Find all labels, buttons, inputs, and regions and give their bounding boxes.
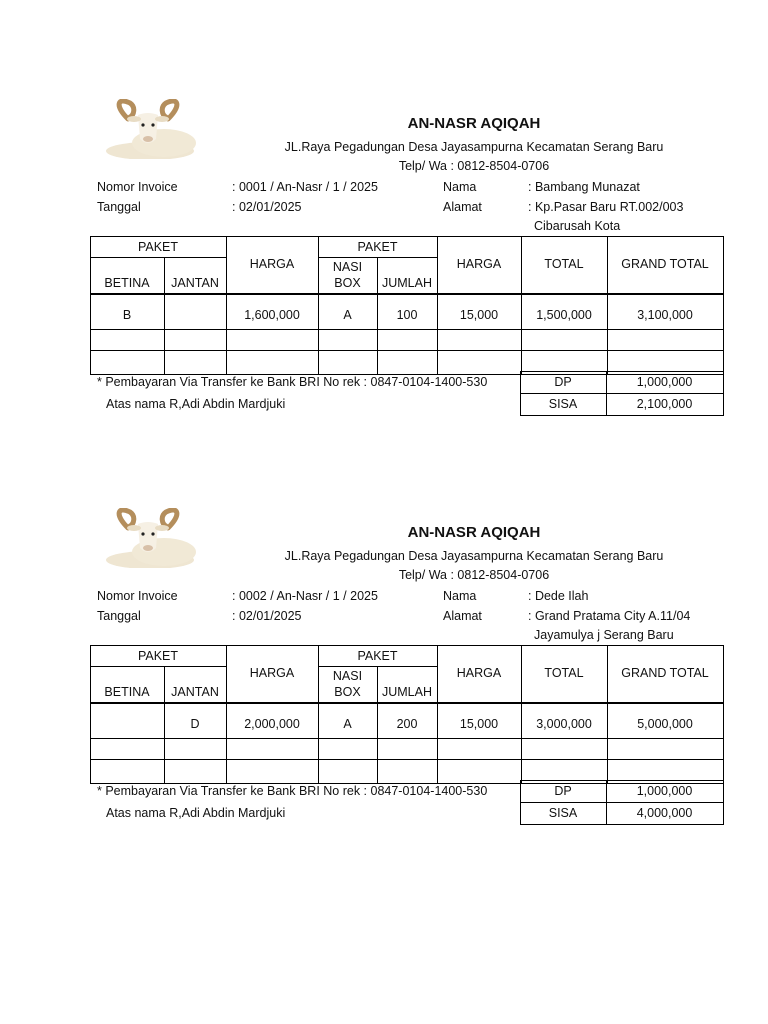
date-label: Tanggal	[97, 609, 141, 623]
row-total: 1,500,000	[536, 308, 592, 322]
row-betina: B	[122, 308, 132, 322]
dp-label: DP	[554, 375, 572, 389]
header-jantan: JANTAN	[171, 685, 219, 699]
row-total: 3,000,000	[536, 717, 592, 731]
header-harga-nasi: HARGA	[456, 666, 502, 680]
invoice-no-label: Nomor Invoice	[97, 180, 178, 194]
payment-note: * Pembayaran Via Transfer ke Bank BRI No rek : 0847-0104-1400-530	[97, 784, 488, 798]
sisa-value: 2,100,000	[636, 397, 693, 411]
sisa-label: SISA	[548, 806, 578, 820]
header-box: BOX	[334, 276, 361, 290]
name-label: Nama	[443, 180, 477, 194]
company-address: JL.Raya Pegadungan Desa Jayasampurna Kecamatan Serang Baru	[284, 549, 664, 563]
header-harga: HARGA	[249, 257, 295, 271]
header-total: TOTAL	[544, 666, 584, 680]
header-jantan: JANTAN	[171, 276, 219, 290]
row-jumlah: 200	[396, 717, 418, 731]
header-paket: PAKET	[137, 649, 179, 663]
header-nasi: NASI	[332, 669, 363, 683]
header-paket-nasi: PAKET	[357, 649, 398, 663]
invoice-2	[0, 504, 768, 834]
header-box: BOX	[334, 685, 361, 699]
customer-address-line-1: : Grand Pratama City A.11/04	[528, 609, 691, 623]
row-grand-total: 5,000,000	[637, 717, 693, 731]
invoice-1	[0, 95, 768, 425]
customer-address-line-1: : Kp.Pasar Baru RT.002/003	[528, 200, 684, 214]
header-total: TOTAL	[544, 257, 584, 271]
name-label: Nama	[443, 589, 477, 603]
header-harga-nasi: HARGA	[456, 257, 502, 271]
header-betina: BETINA	[104, 276, 150, 290]
invoice-no-value: : 0001 / An-Nasr / 1 / 2025	[232, 180, 378, 194]
dp-value: 1,000,000	[636, 784, 693, 798]
header-jumlah: JUMLAH	[381, 276, 432, 290]
account-name: Atas nama R,Adi Abdin Mardjuki	[106, 806, 286, 820]
payment-note: * Pembayaran Via Transfer ke Bank BRI No rek : 0847-0104-1400-530	[97, 375, 488, 389]
company-phone: Telp/ Wa : 0812-8504-0706	[398, 159, 550, 173]
row-harga: 1,600,000	[244, 308, 300, 322]
customer-name: : Bambang Munazat	[528, 180, 640, 194]
customer-address-line-2: Jayamulya j Serang Baru	[534, 628, 674, 642]
invoice-no-value: : 0002 / An-Nasr / 1 / 2025	[232, 589, 378, 603]
header-nasi: NASI	[332, 260, 363, 274]
row-harga-nasi: 15,000	[459, 717, 499, 731]
header-grand-total: GRAND TOTAL	[621, 666, 709, 680]
header-harga: HARGA	[249, 666, 295, 680]
account-name: Atas nama R,Adi Abdin Mardjuki	[106, 397, 286, 411]
header-betina: BETINA	[104, 685, 150, 699]
row-harga: 2,000,000	[244, 717, 300, 731]
customer-name: : Dede Ilah	[528, 589, 589, 603]
invoice-table	[90, 645, 724, 784]
address-label: Alamat	[443, 609, 482, 623]
row-jantan: D	[190, 717, 200, 731]
address-label: Alamat	[443, 200, 482, 214]
row-jumlah: 100	[396, 308, 418, 322]
header-grand-total: GRAND TOTAL	[621, 257, 709, 271]
invoice-table	[90, 236, 724, 375]
payment-summary	[520, 780, 724, 824]
header-jumlah: JUMLAH	[381, 685, 432, 699]
dp-value: 1,000,000	[636, 375, 693, 389]
payment-summary	[520, 371, 724, 415]
sisa-value: 4,000,000	[636, 806, 693, 820]
date-value: : 02/01/2025	[232, 609, 302, 623]
company-title: AN-NASR AQIQAH	[407, 115, 541, 132]
sisa-label: SISA	[548, 397, 578, 411]
row-nasi-box: A	[343, 717, 352, 731]
header-paket: PAKET	[137, 240, 179, 254]
row-nasi-box: A	[343, 308, 352, 322]
header-paket-nasi: PAKET	[357, 240, 398, 254]
row-harga-nasi: 15,000	[459, 308, 499, 322]
dp-label: DP	[554, 784, 572, 798]
company-title: AN-NASR AQIQAH	[407, 524, 541, 541]
company-phone: Telp/ Wa : 0812-8504-0706	[398, 568, 550, 582]
company-address: JL.Raya Pegadungan Desa Jayasampurna Kecamatan Serang Baru	[284, 140, 664, 154]
date-label: Tanggal	[97, 200, 141, 214]
date-value: : 02/01/2025	[232, 200, 302, 214]
customer-address-line-2: Cibarusah Kota	[534, 219, 621, 233]
row-grand-total: 3,100,000	[637, 308, 693, 322]
invoice-no-label: Nomor Invoice	[97, 589, 178, 603]
